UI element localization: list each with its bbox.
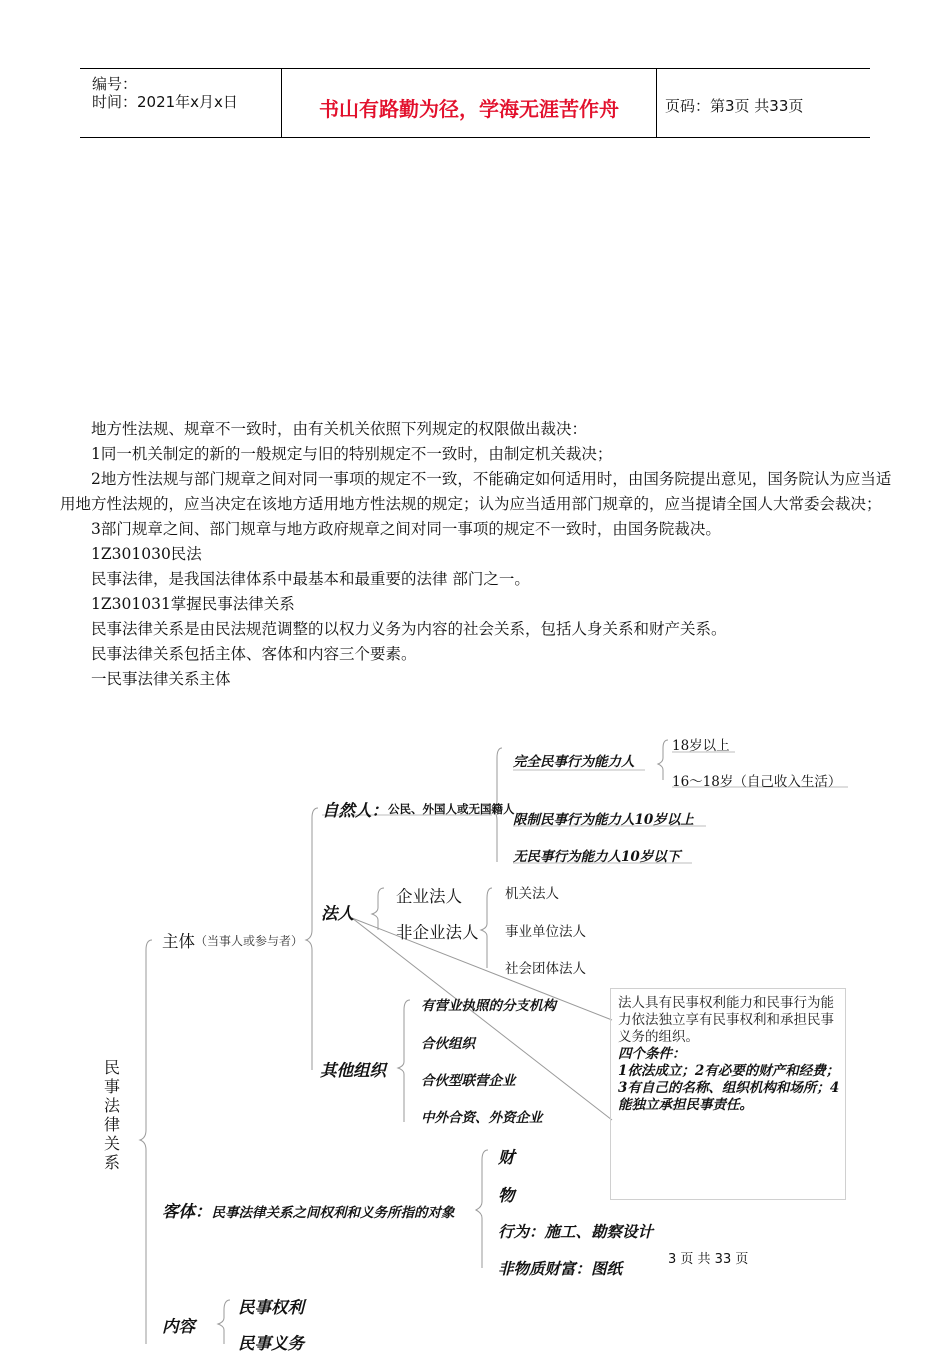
motto: 书山有路勤为径，学海无涯苦作舟 (319, 97, 619, 121)
no-capacity-label: 无民事行为能力人10岁以下 (513, 849, 681, 865)
other-org-label: 其他组织 (320, 1061, 386, 1080)
legal-person-note-box (610, 988, 846, 1200)
natural-person-note: 公民、外国人或无国籍人 (388, 802, 515, 816)
root-label (102, 1058, 122, 1172)
subject-note: （当事人或参与者） (195, 934, 304, 948)
sino-foreign-label: 中外合资、外资企业 (421, 1110, 543, 1126)
object-act-label: 行为：施工、勘察设计 (498, 1222, 654, 1241)
social-group-lp-label: 社会团体法人 (505, 961, 586, 977)
code-label: 编号： (92, 75, 138, 93)
branch-label: 有营业执照的分支机构 (421, 998, 556, 1014)
paragraph: 一民事法律关系主体 (91, 670, 231, 688)
object-label: 客体： (162, 1202, 212, 1221)
limited-capacity-label: 限制民事行为能力人10岁以上 (513, 812, 694, 828)
paragraph: 3部门规章之间、部门规章与地方政府规章之间对同一事项的规定不一致时，由国务院裁决。 (91, 520, 721, 538)
enterprise-lp-label: 企业法人 (396, 887, 462, 906)
page-number-label: 页码：第3页 共33页 (665, 97, 804, 115)
object-nonmaterial-label: 非物质财富：图纸 (498, 1259, 623, 1278)
paragraph: 2地方性法规与部门规章之间对同一事项的规定不一致，不能确定如何适用时，由国务院提出意见，国务院认为应当适用地方性法规的，应当决定在该地方适用地方性法规的规定；认为应当适用部门规章的，应当提请全国人大常委会裁决； (60, 470, 892, 513)
footer-page-number: 3 页 共 33 页 (668, 1252, 749, 1267)
full-capacity-label: 完全民事行为能力人 (513, 754, 635, 770)
paragraph: 1同一机关制定的新的一般规定与旧的特别规定不一致时，由制定机关裁决； (91, 445, 613, 463)
object-node (162, 1198, 455, 1222)
paragraph: 民事法律关系包括主体、客体和内容三个要素。 (91, 645, 417, 663)
content-label: 内容 (162, 1317, 195, 1336)
date-label: 时间：2021年x月x日 (92, 93, 238, 111)
note-definition: 法人具有民事权利能力和民事行为能力依法独立享有民事权利和承担民事义务的组织。 (618, 995, 834, 1045)
partnership-joint-label: 合伙型联营企业 (421, 1073, 516, 1089)
natural-person-label: 自然人： (322, 801, 388, 820)
subject-label: 主体 (162, 932, 195, 951)
civil-duties-label: 民事义务 (238, 1334, 304, 1353)
note-conditions-title: 四个条件： (618, 1046, 686, 1062)
note-conditions: 1依法成立；2有必要的财产和经费；3有自己的名称、组织机构和场所；4能独立承担民事责任。 (618, 1063, 840, 1113)
natural-person-node (322, 797, 515, 821)
non-enterprise-lp-label: 非企业法人 (396, 923, 479, 942)
civil-rights-label: 民事权利 (238, 1298, 304, 1317)
object-property-label: 财 (498, 1148, 515, 1167)
paragraph: 民事法律，是我国法律体系中最基本和最重要的法律 部门之一。 (91, 570, 530, 588)
object-note: 民事法律关系之间权利和义务所指的对象 (211, 1205, 455, 1221)
paragraph: 1Z301030民法 (91, 545, 202, 563)
age-18-label: 18岁以上 (672, 738, 730, 754)
partnership-label: 合伙组织 (421, 1036, 475, 1052)
object-thing-label: 物 (498, 1186, 515, 1205)
organ-lp-label: 机关法人 (505, 886, 559, 902)
paragraph: 地方性法规、规章不一致时，由有关机关依照下列规定的权限做出裁决： (91, 420, 588, 438)
institution-lp-label: 事业单位法人 (505, 924, 586, 940)
legal-person-label: 法人 (321, 904, 354, 923)
paragraph: 民事法律关系是由民法规范调整的以权力义务为内容的社会关系，包括人身关系和财产关系。 (91, 620, 727, 638)
age-16-18-label: 16～18岁（自己收入生活） (672, 774, 842, 790)
paragraph: 1Z301031掌握民事法律关系 (91, 595, 295, 613)
root-text: 民事法律关系 (103, 1058, 120, 1172)
subject-node (162, 928, 304, 952)
